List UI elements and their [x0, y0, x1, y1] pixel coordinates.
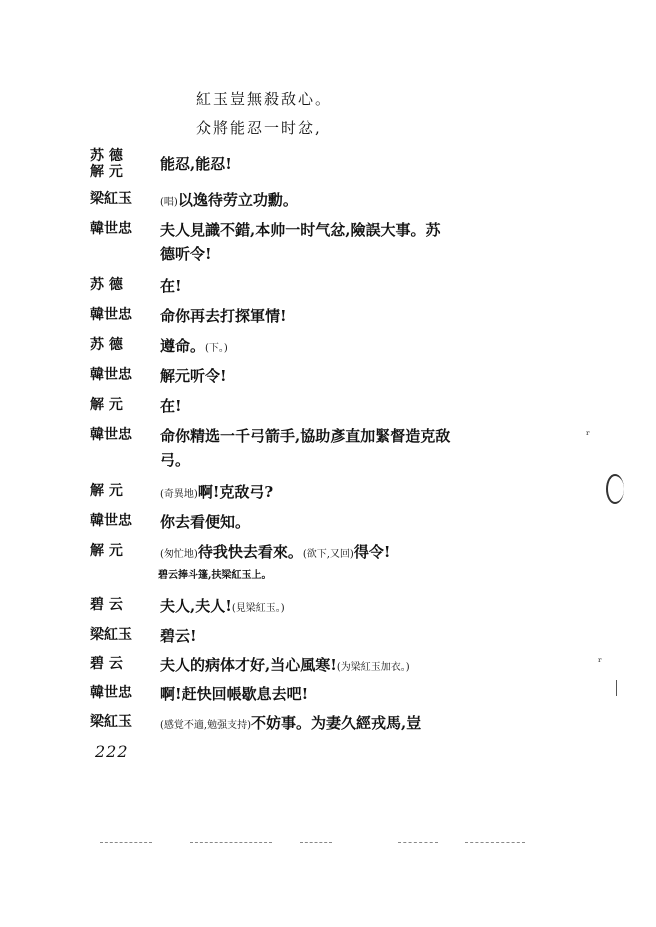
- verse-line-1: 紅玉豈無殺敌心。: [196, 90, 333, 108]
- speaker: 解 元: [90, 483, 123, 499]
- dialogue-text: 碧云!: [160, 627, 197, 645]
- stage-direction-inline: (欲下,又回): [302, 549, 354, 560]
- dialogue-text: 在!: [160, 397, 182, 415]
- speaker: 碧 云: [90, 597, 123, 613]
- speaker: 韓世忠: [90, 685, 132, 701]
- scan-speck: [616, 680, 617, 696]
- footer-rule: [190, 842, 272, 845]
- footer-rule: [100, 842, 152, 845]
- speaker: 韓世忠: [90, 427, 132, 443]
- dialogue-text: 啊!赶快回帳歇息去吧!: [160, 685, 309, 703]
- speaker: 梁紅玉: [90, 191, 132, 207]
- dialogue-text: 能忍,能忍!: [160, 155, 232, 173]
- speaker-b: 解 元: [90, 164, 123, 180]
- speaker: 韓世忠: [90, 367, 132, 383]
- page-number: 222: [95, 742, 129, 761]
- speaker: 韓世忠: [90, 307, 132, 323]
- footer-rule: [465, 842, 525, 845]
- dialogue-text: (感覚不適,勉强支持)不妨事。为妻久經戎馬,豈: [160, 714, 422, 732]
- speaker: 韓世忠: [90, 221, 132, 237]
- speaker: 碧 云: [90, 656, 123, 672]
- dialogue-text: 解元听令!: [160, 367, 227, 385]
- speaker: 解 元: [90, 543, 123, 559]
- stage-direction-inline: (为梁紅玉加衣。): [336, 662, 410, 673]
- dialogue-text: 遵命。(下。): [160, 337, 228, 355]
- verse-line-2: 众將能忍一时忿,: [196, 119, 322, 137]
- dialogue-text: (奇異地)啊!克敌弓?: [160, 483, 274, 501]
- speaker: 梁紅玉: [90, 714, 132, 730]
- speaker: 韓世忠: [90, 513, 132, 529]
- scan-speck: ʳ: [598, 655, 603, 669]
- dialogue-text: 你去看便知。: [160, 513, 251, 531]
- stage-direction-inline: (下。): [205, 343, 228, 354]
- dialogue-text: 命你精选一千弓箭手,協助彥直加緊督造克敌 弓。: [160, 427, 451, 469]
- dialogue-text: 夫人,夫人!(見梁紅玉。): [160, 597, 285, 615]
- speaker: 苏 德: [90, 337, 123, 353]
- stage-direction-inline: (感覚不適,勉强支持): [160, 720, 251, 731]
- stage-direction-inline: (唱): [160, 197, 178, 208]
- speaker: 解 元: [90, 397, 123, 413]
- speaker: 苏 德: [90, 277, 123, 293]
- stage-direction-inline: (奇異地): [160, 489, 198, 500]
- dialogue-text: 夫人的病体才好,当心風寒!(为梁紅玉加衣。): [160, 656, 410, 674]
- dialogue-text: (唱)以逸待劳立功勳。: [160, 191, 298, 209]
- stage-direction-inline: (見梁紅玉。): [231, 603, 285, 614]
- footer-rule: [398, 842, 438, 845]
- dialogue-text: 命你再去打探軍情!: [160, 307, 287, 325]
- stage-direction: 碧云捧斗篷,扶梁紅玉上。: [158, 570, 272, 581]
- speaker: [90, 148, 146, 180]
- scan-speck: ʳ: [586, 428, 591, 442]
- speaker: 梁紅玉: [90, 627, 132, 643]
- dialogue-text: 在!: [160, 277, 182, 295]
- footer-rule: [300, 842, 332, 845]
- stage-direction-inline: (匆忙地): [160, 549, 198, 560]
- dialogue-text: (匆忙地)待我快去看來。(欲下,又回)得令!: [160, 543, 391, 561]
- speaker-a: 苏 德: [90, 148, 123, 164]
- binding-hole-mark: [606, 474, 624, 504]
- dialogue-text: 夫人見識不錯,本帅一时气忿,險誤大事。苏 德听令!: [160, 221, 441, 263]
